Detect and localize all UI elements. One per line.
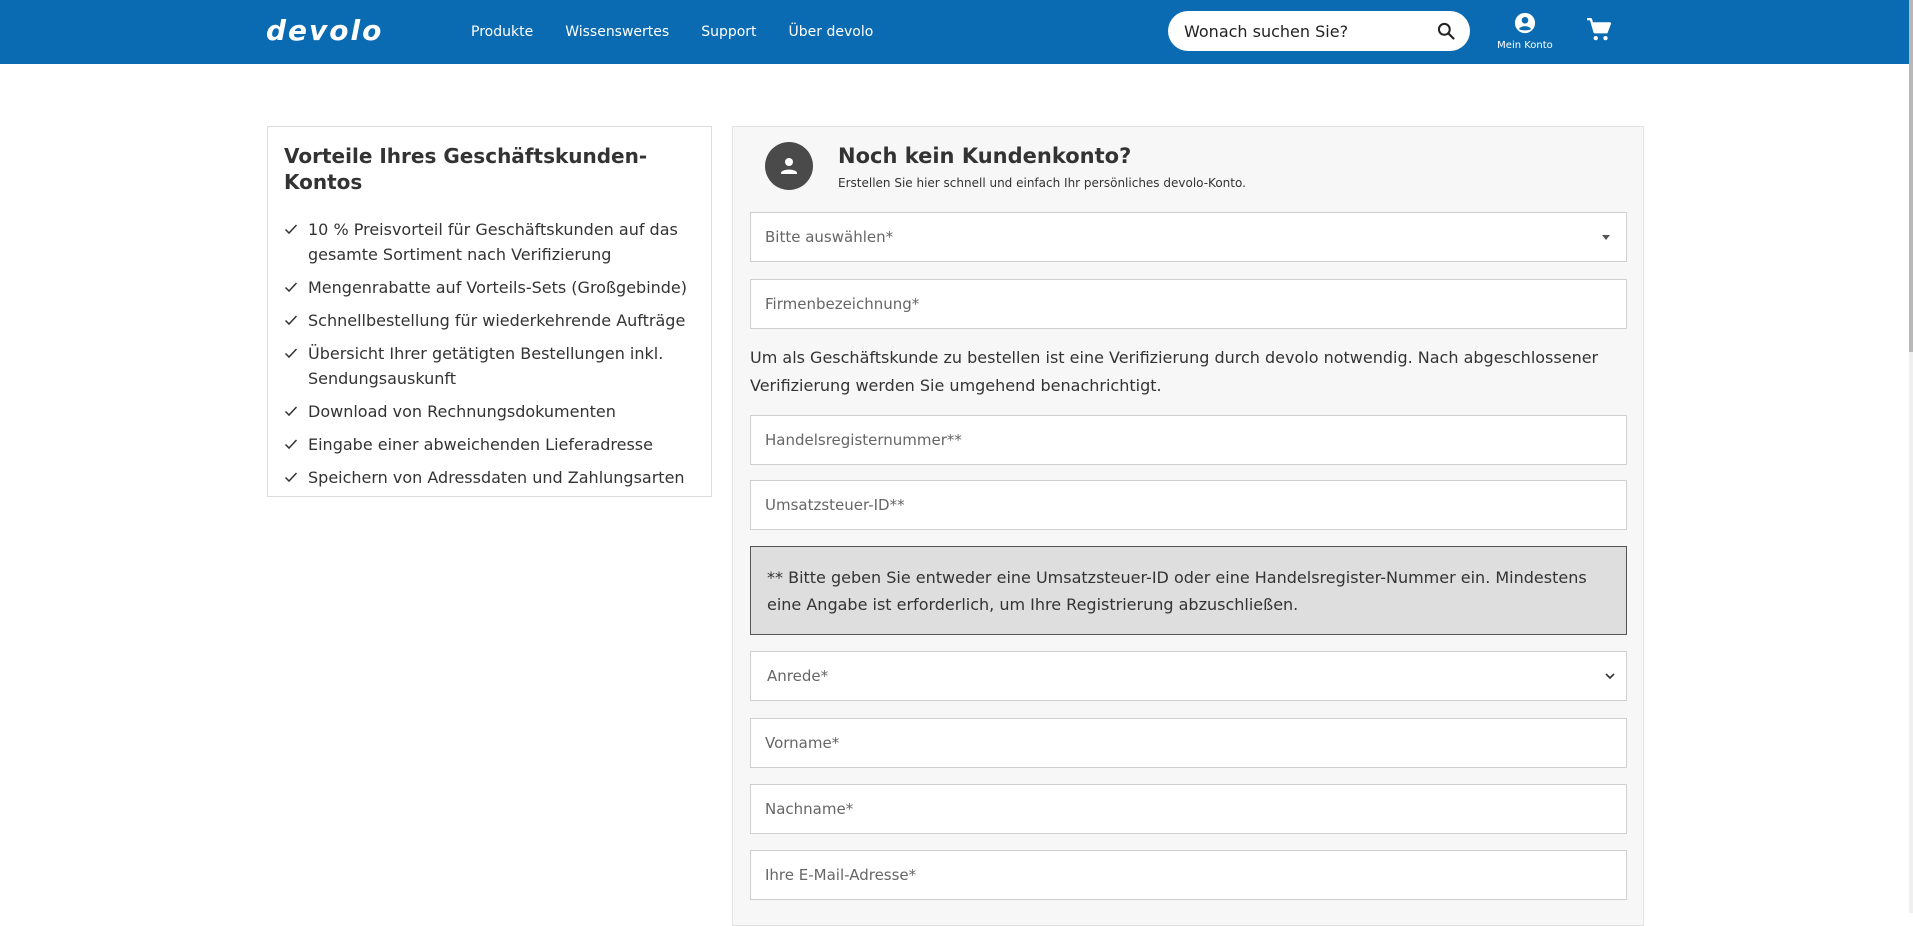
check-icon (284, 222, 298, 236)
benefit-text: Speichern von Adressdaten und Zahlungsarten (308, 468, 685, 487)
check-icon (284, 437, 298, 451)
benefit-text: Übersicht Ihrer getätigten Bestellungen inkl. Sendungsauskunft (308, 344, 664, 388)
benefit-text: 10 % Preisvorteil für Geschäftskunden auf das gesamte Sortiment nach Verifizierung (308, 220, 678, 264)
vat-id-input[interactable] (765, 481, 1605, 529)
company-input[interactable] (765, 280, 1605, 328)
check-icon (284, 470, 298, 484)
benefits-list (284, 217, 695, 490)
benefit-item (284, 432, 695, 457)
account-label: Mein Konto (1497, 40, 1553, 51)
nav-item-support[interactable]: Support (701, 24, 757, 40)
benefit-item (284, 341, 695, 391)
email-input[interactable] (765, 851, 1605, 899)
salutation-value: Anrede* (767, 667, 829, 685)
top-navigation-bar (0, 0, 1909, 64)
scrollbar-thumb[interactable] (1909, 0, 1913, 352)
account-icon (1514, 12, 1536, 34)
search-icon[interactable] (1436, 21, 1456, 41)
benefit-text: Mengenrabatte auf Vorteils-Sets (Großgebinde) (308, 278, 688, 297)
benefit-item (284, 217, 695, 267)
benefit-item (284, 275, 695, 300)
firstname-field (750, 718, 1627, 768)
benefit-text: Schnellbestellung für wiederkehrende Aufträge (308, 311, 686, 330)
check-icon (284, 404, 298, 418)
register-number-input[interactable] (765, 416, 1605, 464)
benefit-text: Eingabe einer abweichenden Lieferadresse (308, 435, 653, 454)
devolo-logo[interactable]: devolo (266, 14, 384, 47)
customer-type-value: Bitte auswählen* (765, 228, 894, 246)
check-icon (284, 346, 298, 360)
caret-down-icon (1602, 235, 1610, 240)
firstname-input[interactable] (765, 719, 1605, 767)
email-field (750, 850, 1627, 900)
benefits-panel (267, 126, 712, 497)
vat-id-field (750, 480, 1627, 530)
nav-item-ueber-devolo[interactable]: Über devolo (788, 24, 874, 40)
nav-item-wissenswertes[interactable]: Wissenswertes (565, 24, 670, 40)
registration-panel (732, 126, 1644, 926)
check-icon (284, 280, 298, 294)
salutation-select[interactable] (750, 651, 1627, 701)
form-title: Noch kein Kundenkonto? (838, 144, 1132, 168)
chevron-down-icon (1604, 670, 1616, 682)
lastname-field (750, 784, 1627, 834)
check-icon (284, 313, 298, 327)
cart-icon[interactable] (1586, 17, 1612, 43)
benefit-item (284, 308, 695, 333)
benefit-item (284, 399, 695, 424)
nav-item-produkte[interactable]: Produkte (471, 24, 534, 40)
benefit-item (284, 465, 695, 490)
lastname-input[interactable] (765, 785, 1605, 833)
customer-type-select[interactable] (750, 212, 1627, 262)
account-button[interactable] (1490, 12, 1560, 51)
main-nav (471, 0, 905, 64)
required-notice: ** Bitte geben Sie entweder eine Umsatzsteuer-ID oder eine Handelsregister-Nummer ein. Mindestens eine Angabe ist erforderlich, um Ihre Registrierung abzuschließen. (750, 546, 1627, 635)
company-field (750, 279, 1627, 329)
user-avatar-icon (765, 142, 813, 190)
register-number-field (750, 415, 1627, 465)
benefits-title: Vorteile Ihres Geschäftskunden-Kontos (284, 144, 648, 194)
verification-info-text: Um als Geschäftskunde zu bestellen ist eine Verifizierung durch devolo notwendig. Nach abgeschlossener Verifizierung werden Sie umgehend benachrichtigt. (750, 348, 1599, 395)
benefit-text: Download von Rechnungsdokumenten (308, 402, 616, 421)
search-box (1168, 11, 1470, 51)
search-input[interactable] (1184, 11, 1424, 51)
form-subtitle: Erstellen Sie hier schnell und einfach Ihr persönliches devolo-Konto. (838, 176, 1246, 190)
